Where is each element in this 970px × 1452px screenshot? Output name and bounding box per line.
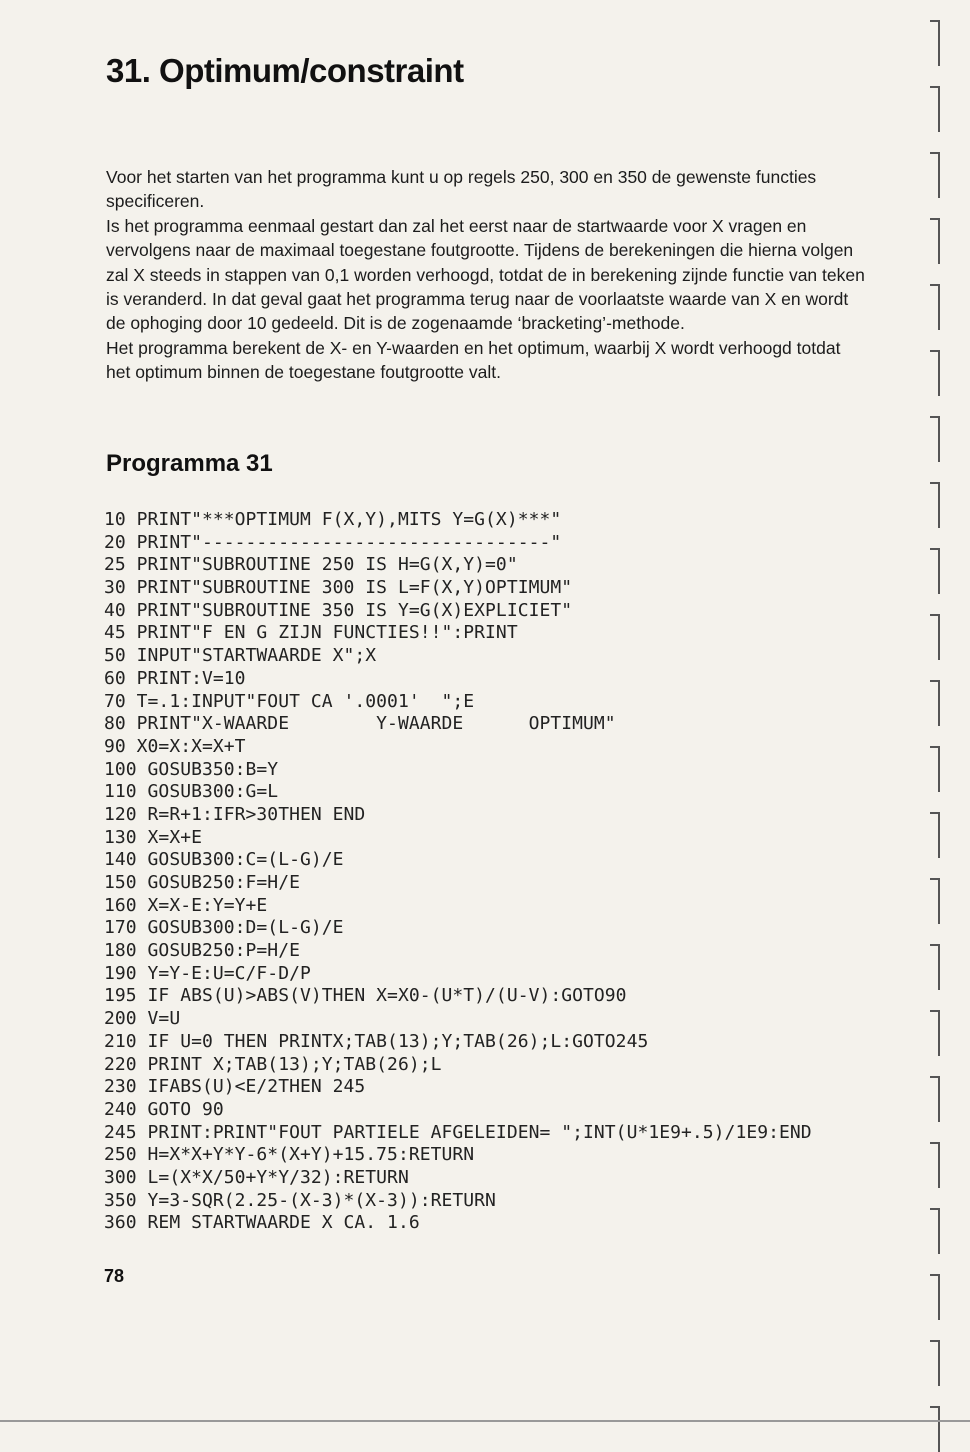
edge-mark <box>930 350 940 396</box>
code-line: 70 T=.1:INPUT"FOUT CA '.0001' ";E <box>104 690 475 712</box>
code-line: 140 GOSUB300:C=(L-G)/E <box>104 849 344 871</box>
code-line: 245 PRINT:PRINT"FOUT PARTIELE AFGELEIDEN= ";INT(U*1E9+.5)/1E9:END <box>104 1121 812 1143</box>
edge-mark <box>930 218 940 264</box>
edge-mark <box>930 1142 940 1188</box>
edge-mark <box>930 20 940 66</box>
edge-mark <box>930 1274 940 1320</box>
code-line: 90 X0=X:X=X+T <box>104 735 246 757</box>
edge-mark <box>930 1010 940 1056</box>
code-line: 220 PRINT X;TAB(13);Y;TAB(26);L <box>104 1053 442 1075</box>
program-heading: Programma 31 <box>106 450 273 477</box>
edge-mark <box>930 86 940 132</box>
edge-mark <box>930 614 940 660</box>
edge-mark <box>930 1406 940 1452</box>
chapter-title: 31. Optimum/constraint <box>106 52 464 89</box>
intro-text <box>106 165 866 385</box>
code-line: 80 PRINT"X-WAARDE Y-WAARDE OPTIMUM" <box>104 713 616 735</box>
code-line: 170 GOSUB300:D=(L-G)/E <box>104 917 344 939</box>
page-number: 78 <box>104 1266 125 1286</box>
edge-mark <box>930 152 940 198</box>
code-line: 30 PRINT"SUBROUTINE 300 IS L=F(X,Y)OPTIMUM" <box>104 577 573 599</box>
edge-mark <box>930 416 940 462</box>
page-edge-tab-marks <box>930 0 950 1424</box>
code-line: 25 PRINT"SUBROUTINE 250 IS H=G(X,Y)=0" <box>104 554 518 576</box>
edge-mark <box>930 1340 940 1386</box>
edge-mark <box>930 284 940 330</box>
code-line: 250 H=X*X+Y*Y-6*(X+Y)+15.75:RETURN <box>104 1144 475 1166</box>
code-line: 190 Y=Y-E:U=C/F-D/P <box>104 962 311 984</box>
edge-mark <box>930 482 940 528</box>
edge-mark <box>930 812 940 858</box>
edge-mark <box>930 548 940 594</box>
intro-paragraph: Het programma berekent de X- en Y-waarden en het optimum, waarbij X wordt verhoogd totdat het optimum binnen de toegestane foutgrootte valt. <box>106 337 841 383</box>
edge-mark <box>930 1076 940 1122</box>
code-line: 20 PRINT"--------------------------------" <box>104 531 562 553</box>
edge-mark <box>930 944 940 990</box>
code-line: 200 V=U <box>104 1008 181 1030</box>
code-line: 195 IF ABS(U)>ABS(V)THEN X=X0-(U*T)/(U-V):GOTO90 <box>104 985 627 1007</box>
program-listing <box>104 509 934 1235</box>
code-line: 110 GOSUB300:G=L <box>104 781 279 803</box>
code-line: 130 X=X+E <box>104 826 202 848</box>
code-line: 160 X=X-E:Y=Y+E <box>104 894 268 916</box>
edge-mark <box>930 680 940 726</box>
code-line: 40 PRINT"SUBROUTINE 350 IS Y=G(X)EXPLICIET" <box>104 599 573 621</box>
code-line: 240 GOTO 90 <box>104 1098 224 1120</box>
code-line: 150 GOSUB250:F=H/E <box>104 872 300 893</box>
code-line: 120 R=R+1:IFR>30THEN END <box>104 803 366 825</box>
code-line: 10 PRINT"***OPTIMUM F(X,Y),MITS Y=G(X)***" <box>104 509 562 530</box>
code-line: 60 PRINT:V=10 <box>104 667 246 689</box>
edge-mark <box>930 746 940 792</box>
code-line: 360 REM STARTWAARDE X CA. 1.6 <box>104 1212 420 1234</box>
code-line: 300 L=(X*X/50+Y*Y/32):RETURN <box>104 1166 409 1188</box>
code-line: 180 GOSUB250:P=H/E <box>104 940 300 962</box>
code-line: 50 INPUT"STARTWAARDE X";X <box>104 645 377 667</box>
page-bottom-edge <box>0 1420 970 1422</box>
code-line: 100 GOSUB350:B=Y <box>104 758 279 780</box>
code-line: 230 IFABS(U)<E/2THEN 245 <box>104 1076 366 1098</box>
edge-mark <box>930 878 940 924</box>
intro-paragraph: Is het programma eenmaal gestart dan zal het eerst naar de startwaarde voor X vragen en vervolgens naar de maximaal toegestane foutgrootte. Tijdens de berekeningen die hierna volgen zal X steeds in stappen van 0,1 worden verhoogd, totdat de in berekening zijnde functie van teken is veranderd. In dat geval gaat het programma terug naar de voorlaatste waarde van X en wordt de ophoging door 10 gedeeld. Dit is de zogenaamde ‘bracketing’-methode. <box>106 215 865 334</box>
edge-mark <box>930 1208 940 1254</box>
code-line: 45 PRINT"F EN G ZIJN FUNCTIES!!":PRINT <box>104 622 518 644</box>
intro-paragraph: Voor het starten van het programma kunt u op regels 250, 300 en 350 de gewenste functies specificeren. <box>106 167 817 212</box>
code-line: 210 IF U=0 THEN PRINTX;TAB(13);Y;TAB(26);L:GOTO245 <box>104 1030 649 1052</box>
code-line: 350 Y=3-SQR(2.25-(X-3)*(X-3)):RETURN <box>104 1189 496 1211</box>
